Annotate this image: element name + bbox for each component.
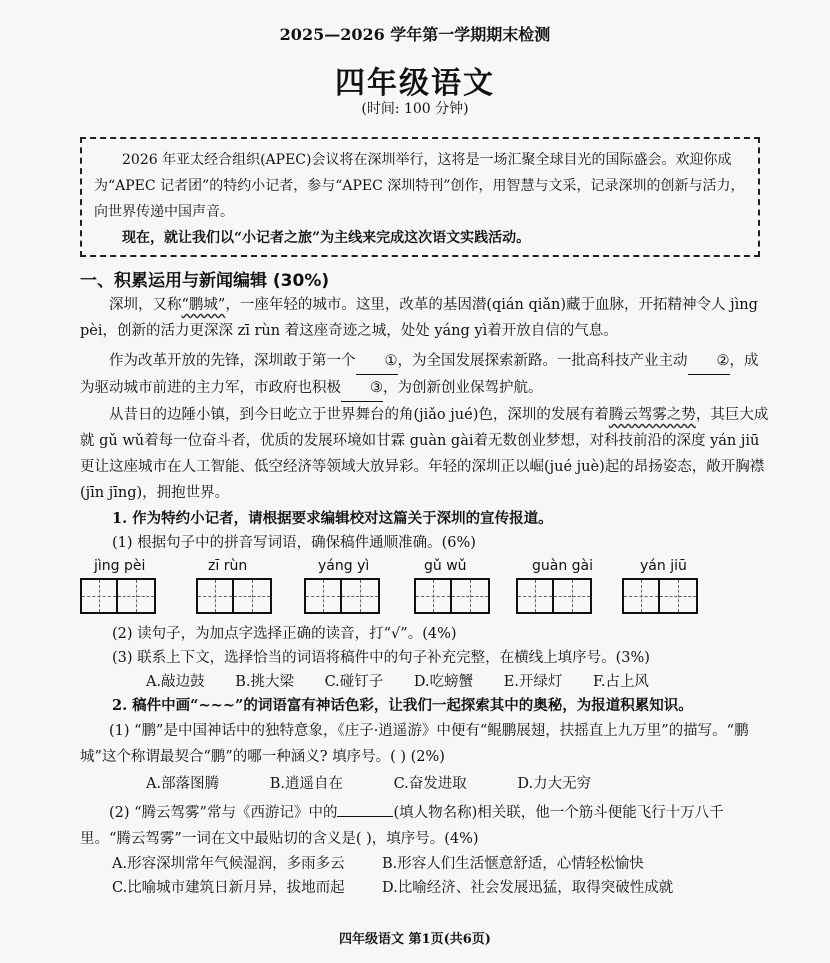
blank-3[interactable]: ③ bbox=[341, 375, 383, 402]
pinyin-2: zī rùn bbox=[208, 558, 248, 574]
wavy-term-tengyun: 腾云驾雾之势 bbox=[608, 407, 696, 423]
page-footer: 四年级语文 第1页(共6页) bbox=[339, 932, 491, 947]
pinyin-5: guàn gài bbox=[532, 558, 594, 574]
writing-grid-2[interactable] bbox=[196, 578, 272, 614]
writing-grid-1[interactable] bbox=[80, 578, 156, 614]
question-2-part-2: (2) “腾云驾雾”常与《西游记》中的 (填人物名称)相关联，他一个筋斗便能飞行十万八千里。“腾云驾雾”一词在文中最贴切的含义是( )，填序号。(4%) bbox=[80, 805, 724, 847]
passage-paragraph-1: 深圳，又称“鹏城”，一座年轻的城市。这里，改革的基因潜(qián qiǎn)藏于血脉，开拓精神令人 jìng pèi，创新的活力更深深 zī rùn 着这座奇迹之城，处处 yáng yì着开放自信的气息。 bbox=[80, 297, 758, 339]
question-1-part-2: (2) 读句子，为加点字选择正确的读音，打“√”。(4%) bbox=[112, 626, 457, 642]
blank-1[interactable]: ① bbox=[356, 348, 398, 375]
option-b[interactable]: B.逍遥自在 bbox=[269, 776, 343, 792]
question-2-stem: 2. 稿件中画“~~~”的词语富有神话色彩，让我们一起探索其中的奥秘，为报道积累知识。 bbox=[112, 697, 693, 714]
pinyin-3: yáng yì bbox=[318, 558, 370, 574]
pinyin-1: jìng pèi bbox=[94, 558, 146, 574]
exam-time: (时间: 100 分钟) bbox=[361, 101, 469, 117]
section-title: 一、积累运用与新闻编辑 (30%) bbox=[80, 271, 330, 291]
option-a[interactable]: A.部落图腾 bbox=[146, 776, 220, 792]
option-b[interactable]: B.形容人们生活惬意舒适，心情轻松愉快 bbox=[382, 856, 644, 872]
passage bbox=[80, 292, 770, 506]
question-1-stem: 1. 作为特约小记者，请根据要求编辑校对这篇关于深圳的宣传报道。 bbox=[112, 510, 553, 527]
writing-grid-5[interactable] bbox=[516, 578, 592, 614]
pinyin-4: gǔ wǔ bbox=[424, 558, 467, 574]
character-name-blank[interactable] bbox=[337, 816, 393, 817]
option-row-cd bbox=[112, 876, 673, 900]
exam-title: 2025—2026 学年第一学期期末检测 bbox=[279, 25, 551, 44]
question-1-part-1: (1) 根据句子中的拼音写词语，确保稿件通顺准确。(6%) bbox=[112, 535, 476, 551]
pinyin-6: yán jiū bbox=[640, 558, 687, 574]
option-c[interactable]: C.奋发进取 bbox=[393, 776, 467, 792]
passage-paragraph-3: 从昔日的边陲小镇，到今日屹立于世界舞台的角(jiǎo jué)色，深圳的发展有着腾云驾雾之势，其巨大成就 gǔ wǔ着每一位奋斗者，优质的发展环境如甘霖 guàn gài着无数创业梦想，对科技前沿的深度 yán jiū更让这座城市在人工智能、低空经济等领域大放异彩。年轻的深圳正以崛(jué juè)起的昂扬姿态，敞开胸襟(jīn jīng)，拥抱世界。 bbox=[80, 407, 769, 501]
intro-instruction: 现在，就让我们以“小记者之旅”为主线来完成这次语文实践活动。 bbox=[122, 230, 531, 246]
intro-box bbox=[80, 137, 760, 257]
blank-2[interactable]: ② bbox=[688, 348, 730, 375]
writing-grid-6[interactable] bbox=[622, 578, 698, 614]
option-b[interactable]: B.挑大梁 bbox=[235, 674, 294, 690]
option-c[interactable]: C.碰钉子 bbox=[324, 674, 384, 690]
option-row-ab bbox=[112, 852, 644, 876]
option-e[interactable]: E.开绿灯 bbox=[503, 674, 563, 690]
meaning-options bbox=[146, 772, 617, 796]
idiom-options bbox=[146, 670, 675, 694]
option-a[interactable]: A.敲边鼓 bbox=[146, 674, 205, 690]
writing-grid-4[interactable] bbox=[414, 578, 490, 614]
writing-grid-3[interactable] bbox=[304, 578, 380, 614]
option-c[interactable]: C.比喻城市建筑日新月异，拔地而起 bbox=[112, 880, 345, 896]
question-1-part-3: (3) 联系上下文，选择恰当的词语将稿件中的句子补充完整，在横线上填序号。(3%) bbox=[112, 650, 650, 666]
option-d[interactable]: D.吃螃蟹 bbox=[413, 674, 474, 690]
subject-title: 四年级语文 bbox=[335, 66, 495, 101]
intro-paragraph: 2026 年亚太经合组织(APEC)会议将在深圳举行，这将是一场汇聚全球目光的国际盛会。欢迎你成为“APEC 记者团”的特约小记者，参与“APEC 深圳特刊”创作，用智慧与文采，记录深圳的创新与活力，向世界传递中国声音。 bbox=[94, 152, 745, 220]
option-d[interactable]: D.比喻经济、社会发展迅猛，取得突破性成就 bbox=[382, 880, 674, 896]
question-2-part-1: (1) “鹏”是中国神话中的独特意象，《庄子·逍遥游》中便有“鲲鹏展翅，扶摇直上九万里”的描写。“鹏城”这个称谓最契合“鹏”的哪一种涵义? 填序号。( ) (2%) bbox=[80, 723, 749, 765]
option-f[interactable]: F.占上风 bbox=[593, 674, 649, 690]
passage-paragraph-2: 作为改革开放的先锋，深圳敢于第一个 ①，为全国发展探索新路。一批高科技产业主动 ②，成为驱动城市前进的主力军，市政府也积极 ③，为创新创业保驾护航。 bbox=[80, 348, 770, 402]
option-d[interactable]: D.力大无穷 bbox=[517, 776, 592, 792]
option-a[interactable]: A.形容深圳常年气候湿润，多雨多云 bbox=[112, 856, 345, 872]
wavy-term-pengcheng: “鹏城” bbox=[181, 297, 226, 313]
